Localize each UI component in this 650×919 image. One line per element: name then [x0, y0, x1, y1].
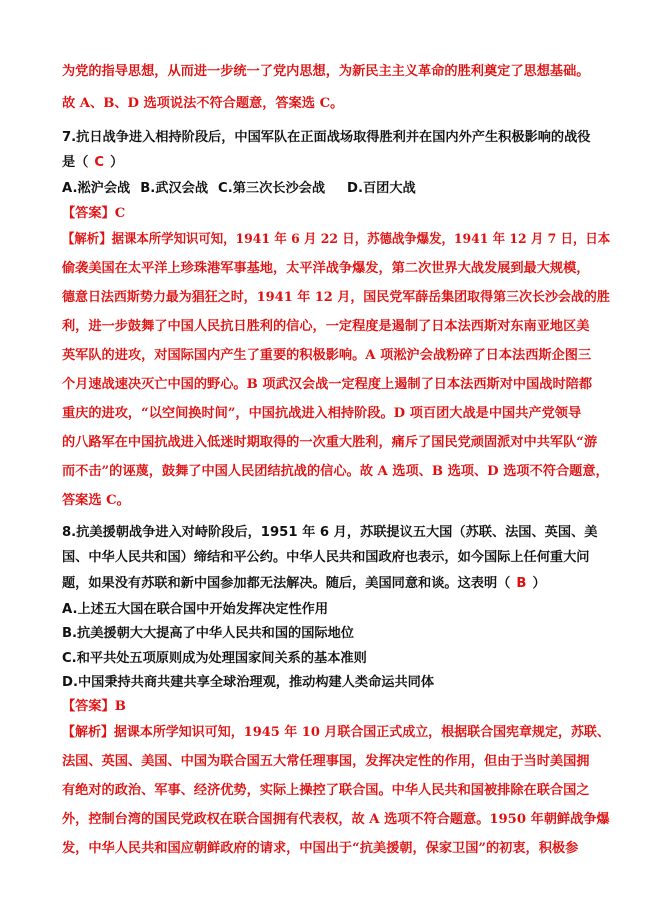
q7-option-d: D.百团大战 — [347, 181, 416, 196]
q7-analysis-line-10: 答案选 C。 — [62, 493, 130, 508]
q7-option-a: A.淞沪会战 — [62, 181, 131, 196]
q8-analysis-line-3: 有绝对的政治、军事、经济优势，实际上操控了联合国。中华人民共和国被排除在联合国之 — [62, 783, 590, 798]
q7-analysis-line-7: 重庆的进攻，“以空间换时间”，中国抗战进入相持阶段。D 项百团大战是中国共产党领导 — [62, 406, 582, 421]
q8-option-a: A.上述五大国在联合国中开始发挥决定性作用 — [62, 602, 329, 617]
q7-analysis-line-6: 个月速战速决灭亡中国的野心。B 项武汉会战一定程度上遏制了日本法西斯对中国战时陪都 — [62, 377, 593, 392]
q8-option-c: C.和平共处五项原则成为处理国家间关系的基本准则 — [62, 651, 367, 666]
prev-analysis-line-2: 故 A、B、D 选项说法不符合题意，答案选 C。 — [62, 96, 344, 111]
q8-analysis-line-5: 发，中华人民共和国应朝鲜政府的请求，中国出于“抗美援朝，保家卫国”的初衷，积极参 — [62, 841, 579, 856]
q8-stem-suffix: ） — [532, 576, 546, 591]
q8-analysis-line-1: 【解析】据课本所学知识可知，1945 年 10 月联合国正式成立，根据联合国宪章规定，苏联、 — [62, 725, 610, 740]
q7-analysis-line-8: 的八路军在中国抗战进入低迷时期取得的一次重大胜利，痛斥了国民党顽固派对中共军队“游 — [62, 435, 598, 450]
q7-analysis-line-1: 【解析】据课本所学知识可知，1941 年 6 月 22 日，苏德战争爆发，1941 年 12 月 7 日，日本 — [62, 232, 611, 247]
q8-stem-line-3 — [62, 572, 546, 591]
q7-analysis-line-2: 偷袭美国在太平洋上珍珠港军事基地，太平洋战争爆发，第二次世界大战发展到最大规模， — [62, 261, 590, 276]
q7-stem-suffix: ） — [110, 155, 124, 170]
q7-option-b: B.武汉会战 — [140, 181, 209, 196]
q7-stem-line-2 — [62, 151, 123, 170]
prev-analysis-line-1: 为党的指导思想，从而进一步统一了党内思想，为新民主主义革命的胜利奠定了思想基础。 — [62, 64, 590, 79]
q8-analysis-line-2: 法国、英国、美国、中国为联合国五大常任理事国，发挥决定性的作用，但由于当时美国拥 — [62, 754, 590, 769]
q7-analysis-line-3: 德意日法西斯势力最为猖狂之时，1941 年 12 月，国民党军薛岳集团取得第三次长沙会战的胜 — [62, 290, 610, 305]
q7-analysis-line-9: 而不击”的诬蔑，鼓舞了中国人民团结抗战的信心。故 A 选项、B 选项、D 选项不符合题意， — [62, 464, 609, 479]
q8-option-b: B.抗美援朝大大提高了中华人民共和国的国际地位 — [62, 626, 354, 641]
q7-options-row — [62, 177, 416, 196]
q7-option-c: C.第三次长沙会战 — [218, 181, 326, 196]
q8-stem-prefix: 题，如果没有苏联和新中国参加都无法解决。随后，美国同意和谈。这表明（ — [62, 576, 511, 591]
q8-analysis-line-4: 外，控制台湾的国民党政权在联合国拥有代表权，故 A 选项不符合题意。1950 年朝鲜战争爆 — [62, 812, 610, 827]
q7-analysis-line-4: 利，进一步鼓舞了中国人民抗日胜利的信心，一定程度是遏制了日本法西斯对东南亚地区美 — [62, 319, 590, 334]
q8-answer-label: 【答案】B — [62, 699, 126, 714]
q7-stem-prefix: 是（ — [62, 155, 89, 170]
q8-stem-line-2: 国、中华人民共和国）缔结和平公约。中华人民共和国政府也表示，如今国际上任何重大问 — [62, 550, 590, 565]
q7-answer-label: 【答案】C — [62, 206, 126, 221]
q8-option-d: D.中国秉持共商共建共享全球治理观，推动构建人类命运共同体 — [62, 675, 435, 690]
q8-answer-blank: B — [516, 576, 527, 591]
q7-answer-blank: C — [94, 155, 105, 170]
q7-analysis-line-5: 英军队的进攻，对国际国内产生了重要的积极影响。A 项淞沪会战粉碎了日本法西斯企图三 — [62, 348, 592, 363]
q8-stem-line-1: 8.抗美援朝战争进入对峙阶段后，1951 年 6 月，苏联提议五大国（苏联、法国、英国、美 — [62, 525, 598, 540]
q7-stem-line-1: 7.抗日战争进入相持阶段后，中国军队在正面战场取得胜利并在国内外产生积极影响的战役 — [62, 130, 591, 145]
